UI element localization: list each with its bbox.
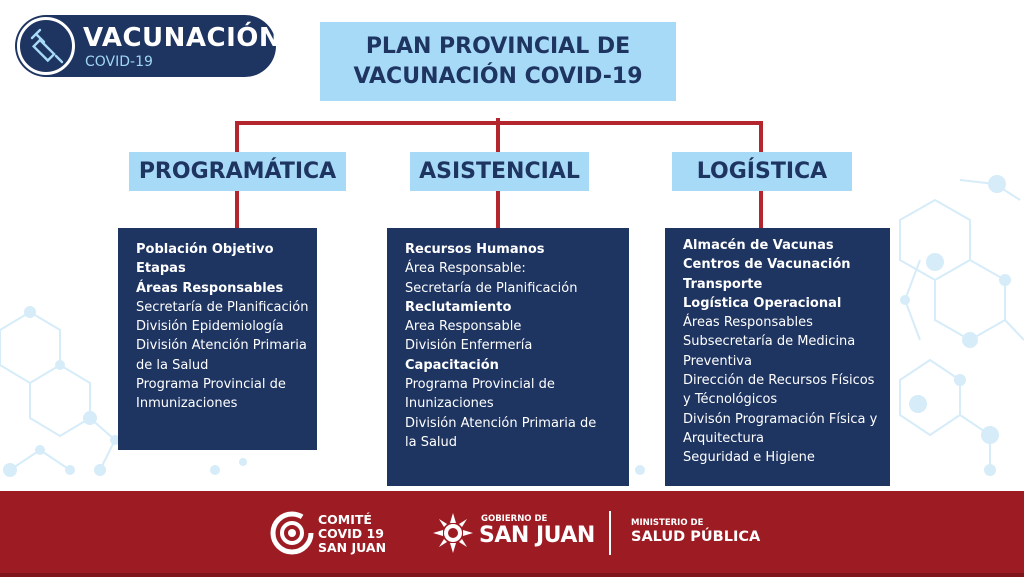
card-line: Programa Provincial de — [405, 377, 555, 393]
card-line: División Atención Primaria — [136, 338, 307, 354]
card-line: Subsecretaría de Medicina — [683, 334, 856, 350]
category-logistica: LOGÍSTICA — [672, 152, 852, 191]
card-line: Población Objetivo — [136, 242, 274, 257]
card-line: Capacitación — [405, 357, 499, 373]
card-line: y Técnológicos — [683, 392, 778, 408]
card-line: Área Responsable: — [405, 261, 526, 277]
card-logistica — [665, 228, 890, 486]
card-line: Inmunizaciones — [136, 396, 238, 412]
connector-middle-card — [496, 191, 500, 228]
card-line: Almacén de Vacunas — [683, 238, 834, 253]
badge-title: VACUNACIÓN — [83, 23, 282, 53]
card-line: Etapas — [136, 261, 186, 277]
sun-logo-icon — [431, 511, 475, 555]
category-programatica: PROGRAMÁTICA — [129, 152, 346, 191]
card-line: Áreas Responsables — [683, 315, 813, 331]
comite-line3: SAN JUAN — [318, 540, 387, 555]
card-line: de la Salud — [136, 357, 209, 373]
vacunacion-badge — [15, 15, 282, 77]
card-line: Áreas Responsables — [136, 280, 284, 296]
card-line: Transporte — [683, 276, 763, 292]
card-line: Preventiva — [683, 353, 752, 369]
plan-title-line2: VACUNACIÓN COVID-19 — [353, 63, 643, 89]
connector-left-down — [235, 121, 239, 153]
footer-bar — [0, 491, 1024, 577]
gobierno-label: GOBIERNO DE — [481, 514, 548, 524]
card-line: Recursos Humanos — [405, 242, 545, 257]
san-juan-label: SAN JUAN — [479, 523, 595, 548]
card-line: Dirección de Recursos Físicos — [683, 373, 875, 389]
comite-logo-text — [318, 513, 386, 555]
card-line: Secretaría de Planificación — [405, 280, 578, 296]
card-line: Reclutamiento — [405, 299, 512, 315]
connector-horizontal — [235, 121, 763, 125]
card-line: Arquitectura — [683, 430, 765, 446]
card-line: Programa Provincial de — [136, 377, 286, 393]
comite-logo-icon — [270, 511, 314, 555]
comite-line2: COVID 19 — [318, 526, 384, 541]
footer-divider — [609, 511, 611, 555]
card-line: Secretaría de Planificación — [136, 299, 309, 315]
plan-title-line1: PLAN PROVINCIAL DE — [365, 33, 631, 59]
card-line: Centros de Vacunación — [683, 257, 851, 273]
connector-left-card — [235, 191, 239, 228]
card-line: Seguridad e Higiene — [683, 450, 815, 466]
plan-title — [320, 22, 676, 101]
card-programatica — [118, 228, 317, 450]
syringe-icon — [17, 17, 75, 75]
connector-right-down — [759, 121, 763, 153]
card-asistencial — [387, 228, 629, 486]
card-line: Logística Operacional — [683, 295, 842, 311]
salud-publica-label: SALUD PÚBLICA — [631, 529, 761, 545]
card-line: División Epidemiología — [136, 319, 284, 335]
card-line: la Salud — [405, 434, 458, 450]
card-line: Area Responsable — [405, 319, 522, 335]
card-line: División Enfermería — [405, 338, 533, 354]
badge-subtitle: COVID-19 — [85, 54, 153, 70]
card-line: Divisón Programación Física y — [683, 411, 878, 427]
card-line: Inunizaciones — [405, 396, 494, 412]
category-asistencial: ASISTENCIAL — [410, 152, 589, 191]
comite-line1: COMITÉ — [318, 512, 372, 527]
ministerio-label: MINISTERIO DE — [631, 518, 704, 528]
card-line: División Atención Primaria de — [405, 415, 597, 431]
connector-right-card — [759, 191, 763, 228]
